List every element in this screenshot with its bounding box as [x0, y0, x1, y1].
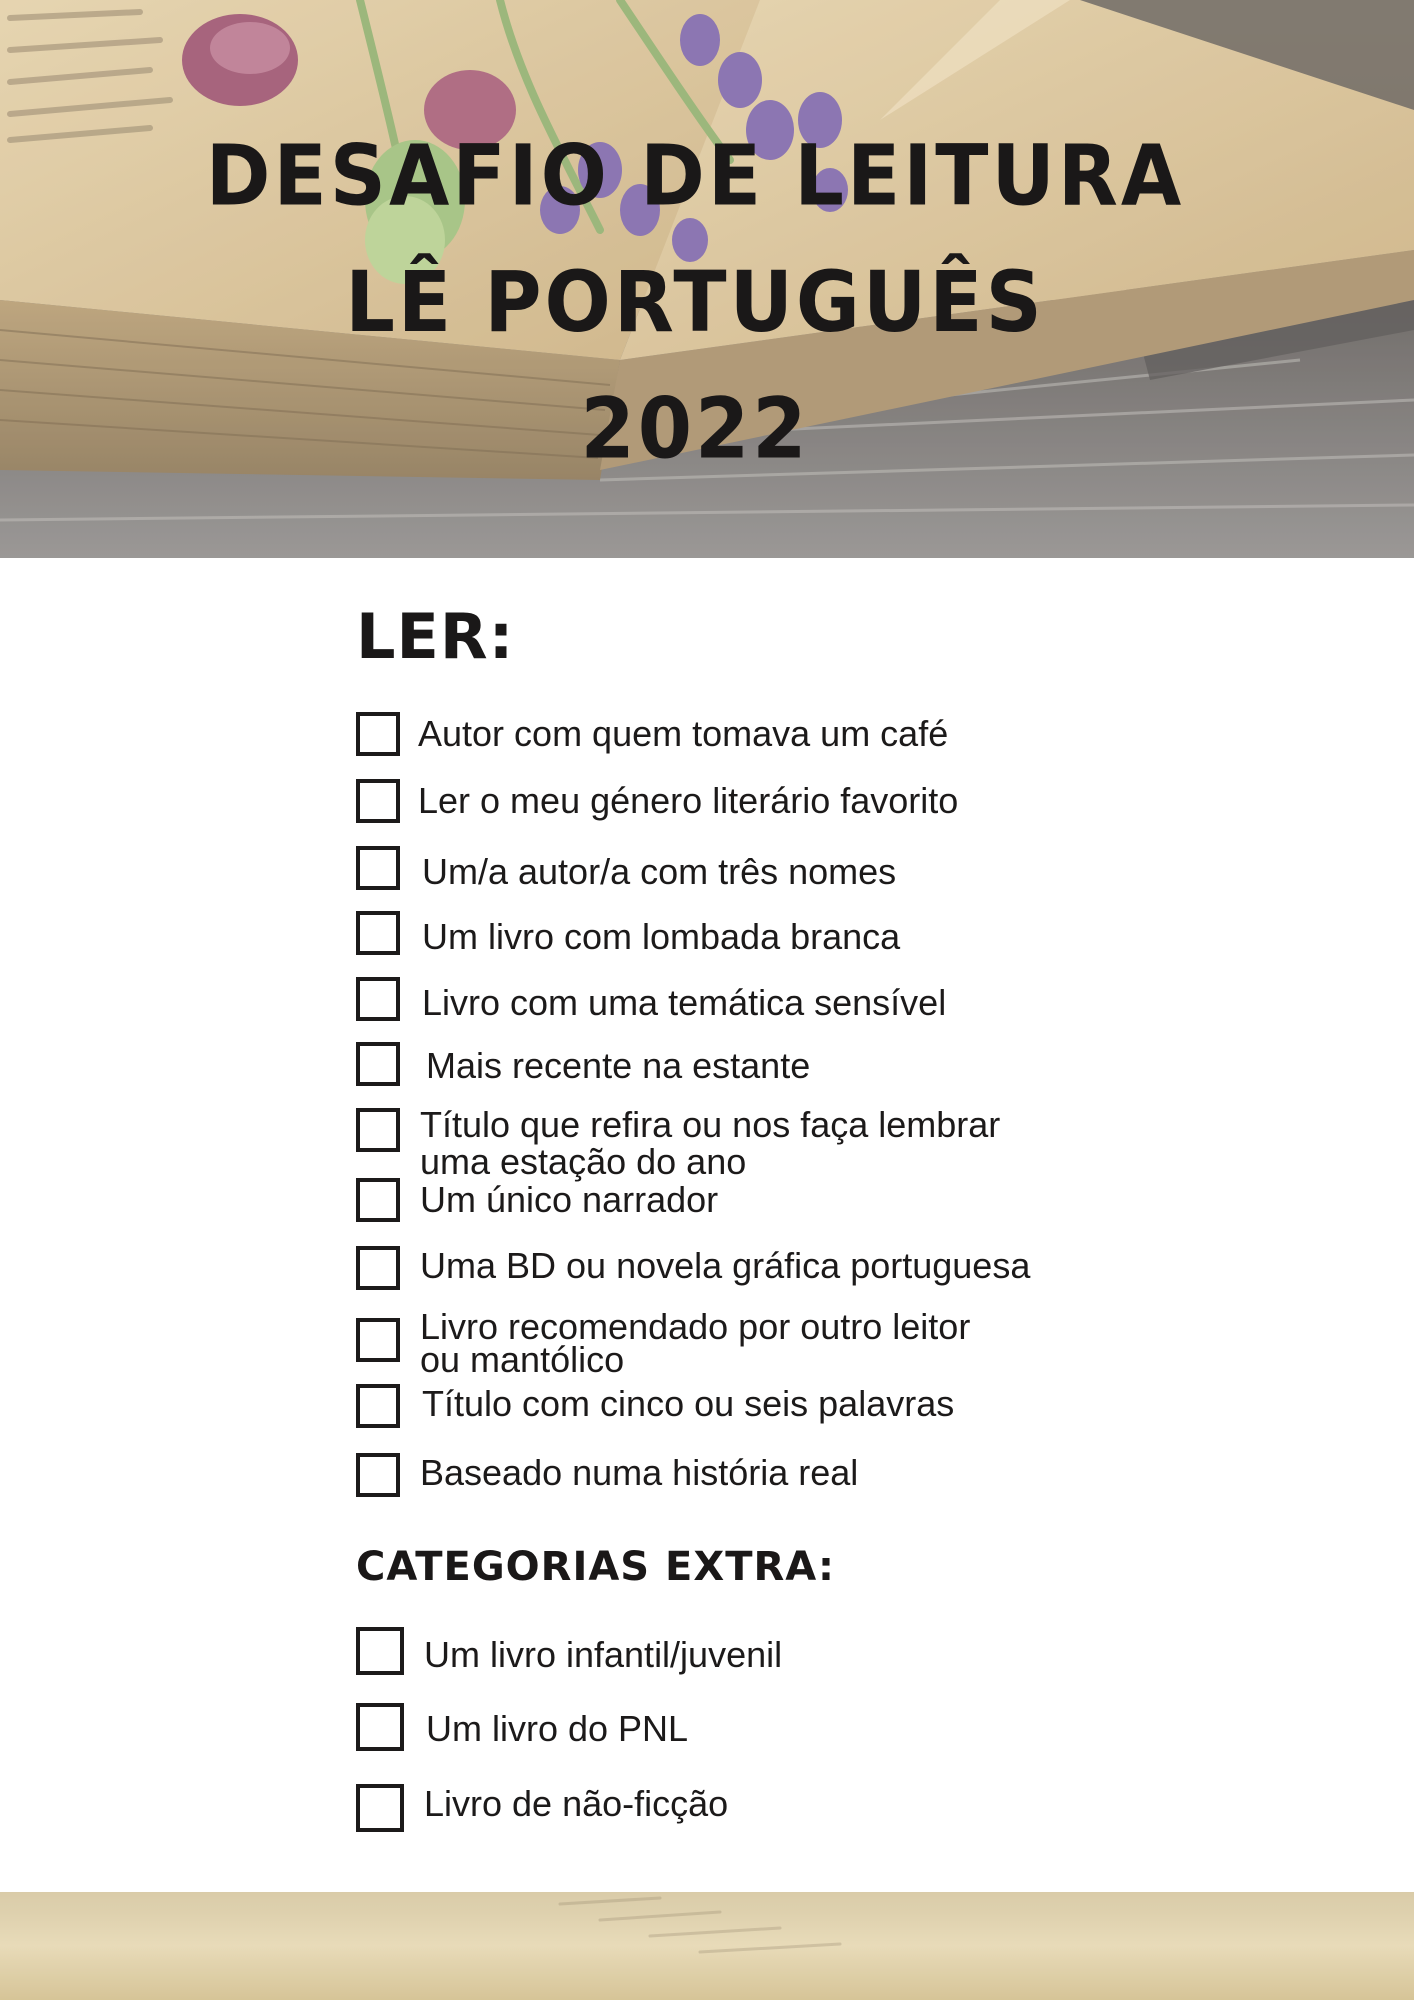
checklist-item[interactable]	[356, 844, 896, 890]
checklist-item[interactable]	[356, 710, 948, 756]
title-line-2: LÊ PORTUGUÊS	[345, 254, 1045, 352]
item-label: Baseado numa história real	[420, 1452, 859, 1493]
checkbox[interactable]	[356, 1384, 400, 1428]
checkbox[interactable]	[356, 712, 400, 756]
item-label: Ler o meu género literário favorito	[418, 780, 959, 821]
checklist-item[interactable]	[356, 1306, 971, 1380]
item-label: Uma BD ou novela gráfica portuguesa	[420, 1245, 1031, 1286]
section-title-ler: LER:	[356, 600, 515, 673]
checklist-item[interactable]	[356, 1451, 858, 1497]
checklist-item[interactable]	[356, 909, 900, 955]
checklist-item[interactable]	[356, 1701, 688, 1751]
checkbox[interactable]	[356, 1627, 404, 1675]
checklist-item[interactable]	[356, 1106, 1000, 1180]
checklist-item[interactable]	[356, 1625, 782, 1675]
checkbox[interactable]	[356, 1178, 400, 1222]
item-label: Um/a autor/a com três nomes	[422, 851, 897, 892]
checkbox[interactable]	[356, 1108, 400, 1152]
checkbox[interactable]	[356, 977, 400, 1021]
checkbox[interactable]	[356, 1318, 400, 1362]
item-label: Livro com uma temática sensível	[422, 982, 947, 1023]
checkbox[interactable]	[356, 1246, 400, 1290]
checklist-item[interactable]	[356, 1040, 810, 1086]
checklist-item[interactable]	[356, 1176, 718, 1222]
item-label: Um livro com lombada branca	[422, 916, 901, 957]
item-label: Livro de não-ficção	[424, 1783, 729, 1824]
item-label: Mais recente na estante	[426, 1045, 811, 1086]
item-label: Um livro do PNL	[426, 1708, 689, 1749]
checkbox[interactable]	[356, 846, 400, 890]
book-page-illustration	[0, 1892, 1414, 2000]
page-title	[0, 114, 1390, 493]
item-label: Livro recomendado por outro leitor ou mantólico	[420, 1306, 971, 1380]
item-label: Um livro infantil/juvenil	[424, 1634, 783, 1675]
checklist-item[interactable]	[356, 1382, 954, 1428]
checkbox[interactable]	[356, 1784, 404, 1832]
footer-photo	[0, 1892, 1414, 2000]
checkbox[interactable]	[356, 779, 400, 823]
item-label: Título com cinco ou seis palavras	[422, 1383, 955, 1424]
checklist-item[interactable]	[356, 1244, 1030, 1290]
item-label: Autor com quem tomava um café	[418, 713, 949, 754]
item-label: Título que refira ou nos faça lembrar uma estação do ano	[420, 1104, 1001, 1182]
checklist-item[interactable]	[356, 975, 946, 1021]
checkbox[interactable]	[356, 911, 400, 955]
header-photo	[0, 0, 1414, 558]
section-title-extra: CATEGORIAS EXTRA:	[356, 1544, 835, 1590]
title-line-3: 2022	[580, 380, 810, 478]
title-line-1: DESAFIO DE LEITURA	[205, 127, 1185, 226]
checkbox[interactable]	[356, 1453, 400, 1497]
item-label: Um único narrador	[420, 1179, 719, 1220]
checkbox[interactable]	[356, 1703, 404, 1751]
checklist-item[interactable]	[356, 1782, 728, 1832]
checklist-item[interactable]	[356, 777, 958, 823]
checkbox[interactable]	[356, 1042, 400, 1086]
